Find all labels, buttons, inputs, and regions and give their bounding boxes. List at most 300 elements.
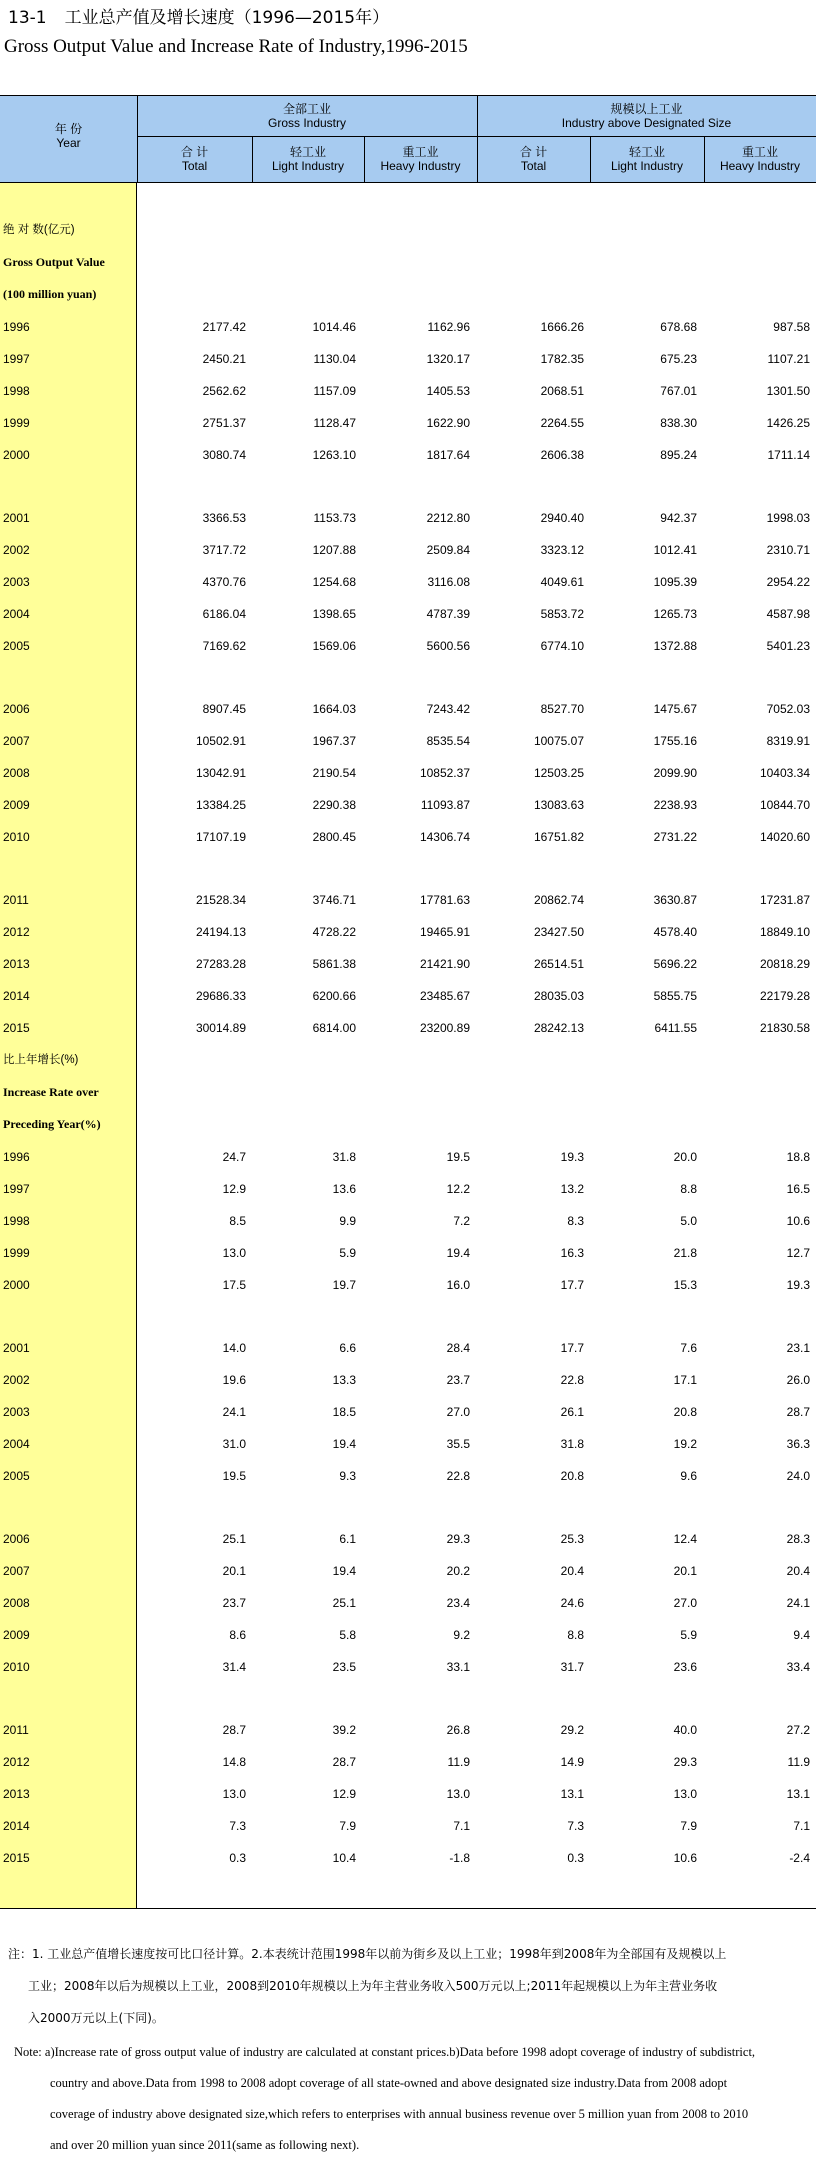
cell-designated-total: 13.2: [560, 1182, 584, 1196]
cell-gross-total: 17107.19: [195, 830, 246, 844]
cell-gross-light: 9.3: [339, 1469, 356, 1483]
table-title: [8, 8, 389, 28]
header-group-gross: [137, 102, 477, 130]
cell-gross-heavy: 1320.17: [426, 352, 470, 366]
table-row: [0, 1402, 816, 1422]
cell-designated-total: 8527.70: [540, 702, 584, 716]
cell-designated-total: 4049.61: [540, 575, 584, 589]
cell-gross-heavy: 7243.42: [426, 702, 470, 716]
cell-gross-heavy: 14306.74: [419, 830, 470, 844]
cell-designated-total: 22.8: [560, 1373, 584, 1387]
table-row: [0, 1434, 816, 1454]
table-row: [0, 540, 816, 560]
row-year: 1996: [3, 320, 30, 334]
cell-designated-light: 20.8: [673, 1405, 697, 1419]
cell-gross-light: 1207.88: [312, 543, 356, 557]
note-cn-line2: 工业；2008年以后为规模以上工业，2008到2010年规模以上为年主营业务收入500万元以上;2011年起规模以上为年主营业务收: [28, 1979, 718, 1993]
cell-designated-heavy: 7052.03: [766, 702, 810, 716]
cell-gross-heavy: 16.0: [446, 1278, 470, 1292]
cell-designated-light: 15.3: [673, 1278, 697, 1292]
cell-designated-total: 12503.25: [533, 766, 584, 780]
cell-gross-light: 1014.46: [312, 320, 356, 334]
cell-gross-heavy: 28.4: [446, 1341, 470, 1355]
cell-designated-total: 14.9: [560, 1755, 584, 1769]
cell-gross-heavy: 27.0: [446, 1405, 470, 1419]
table-row: [0, 1561, 816, 1581]
row-year: 2006: [3, 702, 30, 716]
row-year: 1996: [3, 1150, 30, 1164]
cell-designated-light: 767.01: [660, 384, 697, 398]
header-col-gross-light: [252, 145, 364, 173]
row-year: 2001: [3, 1341, 30, 1355]
cell-gross-total: 13.0: [222, 1246, 246, 1260]
header-col-designated-light-en: Light Industry: [610, 159, 684, 173]
cell-designated-light: 5.0: [680, 1214, 697, 1228]
table-row: [0, 731, 816, 751]
cell-gross-heavy: 1405.53: [426, 384, 470, 398]
cell-designated-light: 7.9: [680, 1819, 697, 1833]
row-year: 2012: [3, 925, 30, 939]
cell-designated-light: 13.0: [673, 1787, 697, 1801]
cell-designated-heavy: 24.0: [786, 1469, 810, 1483]
cell-gross-total: 7.3: [229, 1819, 246, 1833]
cell-gross-light: 31.8: [332, 1150, 356, 1164]
cell-designated-light: 20.1: [673, 1564, 697, 1578]
row-year: 2014: [3, 989, 30, 1003]
row-year: 2011: [3, 1723, 29, 1737]
row-year: 2003: [3, 575, 30, 589]
cell-gross-total: 0.3: [229, 1851, 246, 1865]
cell-gross-light: 5.9: [339, 1246, 356, 1260]
cell-designated-light: 1475.67: [653, 702, 697, 716]
cell-gross-total: 30014.89: [195, 1021, 246, 1035]
header-col-gross-heavy-cn: 重工业: [402, 145, 439, 159]
cell-designated-light: 838.30: [660, 416, 697, 430]
row-year: 1998: [3, 1214, 30, 1228]
row-year: 2004: [3, 607, 30, 621]
cell-designated-total: 13.1: [560, 1787, 584, 1801]
cell-gross-total: 10502.91: [195, 734, 246, 748]
cell-gross-light: 19.4: [332, 1437, 356, 1451]
cell-gross-total: 23.7: [222, 1596, 246, 1610]
cell-gross-heavy: 3116.08: [427, 575, 470, 589]
cell-designated-heavy: 9.4: [793, 1628, 810, 1642]
header-year-en: Year: [56, 136, 81, 150]
row-year: 2012: [3, 1755, 30, 1769]
cell-gross-light: 12.9: [332, 1787, 356, 1801]
cell-designated-heavy: 8319.91: [766, 734, 810, 748]
table-row: [0, 1018, 816, 1038]
table-row: [0, 1243, 816, 1263]
cell-designated-total: 26514.51: [533, 957, 584, 971]
cell-gross-light: 1128.47: [313, 416, 356, 430]
cell-designated-heavy: 22179.28: [759, 989, 810, 1003]
cell-gross-heavy: 1817.64: [426, 448, 470, 462]
table-row: [0, 1752, 816, 1772]
cell-designated-light: 2731.22: [653, 830, 697, 844]
header-group-designated-cn: 规模以上工业: [610, 102, 683, 116]
cell-designated-total: 10075.07: [533, 734, 584, 748]
cell-designated-total: 31.7: [560, 1660, 584, 1674]
section1-label-en1: Gross Output Value: [3, 255, 105, 269]
cell-designated-total: 2606.38: [540, 448, 584, 462]
row-year: 2003: [3, 1405, 30, 1419]
header-group-designated-en: Industry above Designated Size: [561, 116, 732, 130]
cell-designated-heavy: 10403.34: [759, 766, 810, 780]
cell-gross-heavy: 23200.89: [419, 1021, 470, 1035]
cell-designated-light: 675.23: [660, 352, 697, 366]
cell-designated-heavy: 28.7: [786, 1405, 810, 1419]
cell-gross-heavy: 17781.63: [419, 893, 470, 907]
row-year: 2005: [3, 639, 30, 653]
cell-designated-total: 17.7: [560, 1341, 584, 1355]
cell-designated-heavy: 26.0: [786, 1373, 810, 1387]
cell-gross-total: 2177.42: [202, 320, 246, 334]
cell-gross-light: 9.9: [339, 1214, 356, 1228]
cell-gross-total: 13384.25: [195, 798, 246, 812]
header-col-gross-heavy: [364, 145, 477, 173]
cell-designated-total: 1782.35: [540, 352, 584, 366]
cell-designated-light: 9.6: [680, 1469, 697, 1483]
row-year: 2000: [3, 1278, 30, 1292]
cell-gross-light: 3746.71: [312, 893, 356, 907]
cell-gross-heavy: 8535.54: [426, 734, 470, 748]
header-col-gross-total: [137, 145, 252, 173]
cell-designated-total: 2068.51: [540, 384, 584, 398]
table-row: [0, 1784, 816, 1804]
cell-gross-heavy: 10852.37: [419, 766, 470, 780]
cell-gross-light: 6814.00: [312, 1021, 356, 1035]
cell-gross-heavy: 22.8: [446, 1469, 470, 1483]
cell-gross-light: 6200.66: [312, 989, 356, 1003]
table-row: [0, 381, 816, 401]
table-row: [0, 1211, 816, 1231]
cell-designated-heavy: 987.58: [773, 320, 810, 334]
header-col-designated-heavy-en: Heavy Industry: [719, 159, 801, 173]
cell-designated-light: 10.6: [673, 1851, 697, 1865]
cell-gross-light: 1664.03: [312, 702, 356, 716]
table-row: [0, 1848, 816, 1868]
cell-designated-heavy: 1107.21: [767, 352, 810, 366]
row-year: 2010: [3, 1660, 30, 1674]
cell-designated-heavy: 1998.03: [766, 511, 810, 525]
cell-designated-heavy: 27.2: [786, 1723, 810, 1737]
note-en-line2: country and above.Data from 1998 to 2008 adopt coverage of all state-owned and above designated size industry.Data from 2008 adopt: [50, 2076, 728, 2090]
cell-gross-light: 28.7: [332, 1755, 356, 1769]
table-row: [0, 1720, 816, 1740]
cell-designated-heavy: 18.8: [786, 1150, 810, 1164]
cell-gross-total: 17.5: [222, 1278, 246, 1292]
cell-gross-light: 5.8: [339, 1628, 356, 1642]
cell-designated-heavy: 28.3: [786, 1532, 810, 1546]
header-col-gross-light-cn: 轻工业: [289, 145, 326, 159]
cell-gross-total: 2562.62: [202, 384, 246, 398]
cell-designated-heavy: 33.4: [786, 1660, 810, 1674]
table-row: [0, 1816, 816, 1836]
table-title-cn: 工业总产值及增长速度（1996—2015年）: [64, 8, 390, 28]
header-group-designated: [477, 102, 816, 130]
header-col-gross-light-en: Light Industry: [271, 159, 345, 173]
cell-designated-heavy: 1301.50: [766, 384, 810, 398]
row-year: 2006: [3, 1532, 30, 1546]
cell-gross-heavy: 23485.67: [419, 989, 470, 1003]
cell-gross-heavy: -1.8: [449, 1851, 470, 1865]
cell-gross-total: 6186.04: [202, 607, 246, 621]
cell-gross-total: 19.6: [222, 1373, 246, 1387]
cell-gross-light: 23.5: [332, 1660, 356, 1674]
table-row: [0, 922, 816, 942]
row-year: 1998: [3, 384, 30, 398]
cell-designated-total: 24.6: [560, 1596, 584, 1610]
table-row: [0, 795, 816, 815]
section2-label-cn: 比上年增长(%): [3, 1054, 79, 1066]
cell-gross-heavy: 1162.96: [427, 320, 470, 334]
cell-designated-heavy: 10.6: [786, 1214, 810, 1228]
cell-designated-total: 26.1: [560, 1405, 584, 1419]
cell-designated-heavy: 11.9: [787, 1755, 810, 1769]
cell-gross-heavy: 5600.56: [426, 639, 470, 653]
header-col-designated-total: [477, 145, 590, 173]
cell-gross-heavy: 12.2: [446, 1182, 470, 1196]
cell-gross-heavy: 1622.90: [426, 416, 470, 430]
cell-designated-heavy: 17231.87: [759, 893, 810, 907]
cell-gross-light: 39.2: [332, 1723, 356, 1737]
cell-designated-light: 19.2: [673, 1437, 697, 1451]
table-row: [0, 986, 816, 1006]
cell-gross-heavy: 26.8: [446, 1723, 470, 1737]
table-row: [0, 1657, 816, 1677]
cell-designated-light: 895.24: [660, 448, 697, 462]
cell-gross-light: 7.9: [339, 1819, 356, 1833]
cell-designated-light: 3630.87: [653, 893, 697, 907]
header-col-designated-light: [590, 145, 704, 173]
cell-designated-light: 20.0: [673, 1150, 697, 1164]
header-col-gross-total-en: Total: [181, 159, 208, 173]
note-cn-line1: 注：1. 工业总产值增长速度按可比口径计算。2.本表统计范围1998年以前为街乡及以上工业；1998年到2008年为全部国有及规模以上: [8, 1947, 727, 1961]
row-year: 2004: [3, 1437, 30, 1451]
table-row: [0, 1370, 816, 1390]
cell-gross-total: 7169.62: [202, 639, 246, 653]
cell-gross-heavy: 21421.90: [419, 957, 470, 971]
cell-gross-total: 4370.76: [202, 575, 246, 589]
section2-label-en1: Increase Rate over: [3, 1085, 99, 1099]
table-row: [0, 413, 816, 433]
cell-designated-heavy: 24.1: [786, 1596, 810, 1610]
table-row: [0, 1275, 816, 1295]
table-row: [0, 827, 816, 847]
cell-gross-total: 29686.33: [195, 989, 246, 1003]
cell-designated-total: 5853.72: [540, 607, 584, 621]
cell-gross-total: 28.7: [222, 1723, 246, 1737]
cell-designated-heavy: 20818.29: [759, 957, 810, 971]
note-cn-line3: 入2000万元以上(下同)。: [28, 2011, 164, 2025]
table-row: [0, 1466, 816, 1486]
cell-designated-light: 29.3: [673, 1755, 697, 1769]
row-year: 2005: [3, 1469, 30, 1483]
cell-designated-total: 3323.12: [540, 543, 584, 557]
table-row: [0, 1593, 816, 1613]
row-year: 2001: [3, 511, 30, 525]
table-row: [0, 954, 816, 974]
cell-gross-heavy: 4787.39: [426, 607, 470, 621]
cell-designated-light: 21.8: [673, 1246, 697, 1260]
table-row: [0, 763, 816, 783]
header-col-gross-total-cn: 合 计: [180, 145, 209, 159]
row-year: 1997: [3, 352, 30, 366]
cell-gross-heavy: 13.0: [446, 1787, 470, 1801]
cell-gross-light: 13.3: [332, 1373, 356, 1387]
cell-gross-heavy: 35.5: [446, 1437, 470, 1451]
table-title-en: Gross Output Value and Increase Rate of Industry,1996-2015: [4, 36, 468, 57]
cell-gross-total: 20.1: [222, 1564, 246, 1578]
table-bottom-rule: [0, 1908, 816, 1909]
cell-designated-light: 5696.22: [653, 957, 697, 971]
row-year: 2009: [3, 798, 30, 812]
note-en-line3: coverage of industry above designated size,which refers to enterprises with annual business revenue over 5 million yuan from 2008 to 2010: [50, 2107, 749, 2121]
cell-designated-total: 19.3: [560, 1150, 584, 1164]
cell-designated-total: 25.3: [560, 1532, 584, 1546]
row-year: 2009: [3, 1628, 30, 1642]
table-row: [0, 445, 816, 465]
cell-designated-light: 5855.75: [653, 989, 697, 1003]
header-col-designated-heavy: [704, 145, 816, 173]
cell-gross-heavy: 11.9: [447, 1755, 470, 1769]
cell-gross-total: 24194.13: [195, 925, 246, 939]
cell-designated-heavy: 13.1: [786, 1787, 810, 1801]
cell-gross-light: 18.5: [332, 1405, 356, 1419]
cell-gross-light: 13.6: [332, 1182, 356, 1196]
cell-gross-light: 1967.37: [312, 734, 356, 748]
cell-gross-heavy: 11093.87: [420, 798, 470, 812]
row-year: 2014: [3, 1819, 30, 1833]
cell-gross-total: 8.6: [229, 1628, 246, 1642]
cell-designated-light: 5.9: [680, 1628, 697, 1642]
cell-designated-total: 23427.50: [533, 925, 584, 939]
cell-designated-total: 13083.63: [533, 798, 584, 812]
cell-designated-heavy: 23.1: [786, 1341, 810, 1355]
year-column-background: [0, 183, 137, 1908]
header-col-designated-heavy-cn: 重工业: [741, 145, 778, 159]
row-year: 2010: [3, 830, 30, 844]
cell-gross-heavy: 33.1: [446, 1660, 470, 1674]
cell-gross-light: 25.1: [332, 1596, 356, 1610]
cell-designated-light: 1265.73: [653, 607, 697, 621]
table-row: [0, 317, 816, 337]
cell-gross-total: 8907.45: [202, 702, 246, 716]
table-row: [0, 572, 816, 592]
cell-designated-heavy: 10844.70: [759, 798, 810, 812]
cell-designated-heavy: 7.1: [793, 1819, 810, 1833]
cell-gross-heavy: 29.3: [446, 1532, 470, 1546]
cell-designated-heavy: -2.4: [789, 1851, 810, 1865]
row-year: 2002: [3, 1373, 30, 1387]
header-year-cn: 年 份: [54, 122, 83, 136]
cell-designated-heavy: 20.4: [786, 1564, 810, 1578]
cell-gross-heavy: 7.2: [453, 1214, 470, 1228]
section1-label-cn: 绝 对 数(亿元): [3, 224, 75, 236]
cell-gross-light: 1569.06: [312, 639, 356, 653]
cell-designated-total: 28242.13: [533, 1021, 584, 1035]
row-year: 2011: [3, 893, 29, 907]
cell-gross-heavy: 2509.84: [426, 543, 470, 557]
cell-designated-light: 12.4: [673, 1532, 697, 1546]
table-row: [0, 890, 816, 910]
cell-gross-light: 6.6: [339, 1341, 356, 1355]
cell-gross-total: 31.0: [222, 1437, 246, 1451]
cell-gross-total: 25.1: [222, 1532, 246, 1546]
table-row: [0, 1147, 816, 1167]
row-year: 2013: [3, 957, 30, 971]
table-row: [0, 349, 816, 369]
cell-gross-heavy: 23.4: [446, 1596, 470, 1610]
note-en-line1: Note: a)Increase rate of gross output value of industry are calculated at constant prices.b)Data before 1998 adopt coverage of industry of subdistrict,: [14, 2045, 756, 2059]
row-year: 2015: [3, 1851, 30, 1865]
cell-gross-total: 3080.74: [202, 448, 246, 462]
header-group-gross-cn: 全部工业: [282, 102, 331, 116]
cell-designated-heavy: 14020.60: [759, 830, 810, 844]
header-col-designated-light-cn: 轻工业: [628, 145, 665, 159]
row-year: 2000: [3, 448, 30, 462]
cell-designated-total: 20862.74: [533, 893, 584, 907]
cell-designated-heavy: 16.5: [786, 1182, 810, 1196]
cell-designated-total: 7.3: [567, 1819, 584, 1833]
cell-designated-total: 17.7: [560, 1278, 584, 1292]
cell-gross-light: 10.4: [332, 1851, 356, 1865]
table-row: [0, 1338, 816, 1358]
cell-gross-heavy: 19465.91: [419, 925, 470, 939]
table-number: 13-1: [8, 8, 47, 28]
cell-designated-total: 29.2: [560, 1723, 584, 1737]
row-year: 2002: [3, 543, 30, 557]
cell-designated-total: 16751.82: [533, 830, 584, 844]
table-row: [0, 1529, 816, 1549]
header-group-gross-en: Gross Industry: [267, 116, 347, 130]
header-col-gross-heavy-en: Heavy Industry: [380, 159, 461, 173]
cell-designated-light: 4578.40: [653, 925, 697, 939]
section2-label-en2: Preceding Year(%): [3, 1117, 101, 1131]
cell-gross-light: 2190.54: [312, 766, 356, 780]
cell-designated-total: 6774.10: [540, 639, 584, 653]
cell-gross-light: 1153.73: [313, 511, 356, 525]
cell-gross-total: 3366.53: [202, 511, 246, 525]
cell-designated-light: 1095.39: [653, 575, 697, 589]
cell-designated-total: 31.8: [560, 1437, 584, 1451]
cell-designated-heavy: 1711.14: [767, 448, 810, 462]
cell-gross-heavy: 19.4: [446, 1246, 470, 1260]
table-row: [0, 1625, 816, 1645]
cell-gross-light: 2800.45: [312, 830, 356, 844]
table-row: [0, 636, 816, 656]
cell-designated-light: 1012.41: [653, 543, 697, 557]
cell-designated-heavy: 36.3: [786, 1437, 810, 1451]
cell-gross-total: 31.4: [222, 1660, 246, 1674]
cell-designated-heavy: 5401.23: [766, 639, 810, 653]
cell-designated-total: 20.4: [560, 1564, 584, 1578]
cell-gross-heavy: 2212.80: [426, 511, 470, 525]
cell-designated-light: 7.6: [680, 1341, 697, 1355]
cell-designated-light: 942.37: [660, 511, 697, 525]
cell-gross-total: 13.0: [222, 1787, 246, 1801]
cell-designated-total: 1666.26: [540, 320, 584, 334]
cell-designated-light: 40.0: [673, 1723, 697, 1737]
cell-gross-light: 1157.09: [313, 384, 356, 398]
table-row: [0, 604, 816, 624]
cell-designated-total: 8.8: [567, 1628, 584, 1642]
cell-gross-heavy: 19.5: [446, 1150, 470, 1164]
cell-designated-total: 8.3: [567, 1214, 584, 1228]
row-year: 2007: [3, 734, 30, 748]
cell-gross-total: 8.5: [229, 1214, 246, 1228]
